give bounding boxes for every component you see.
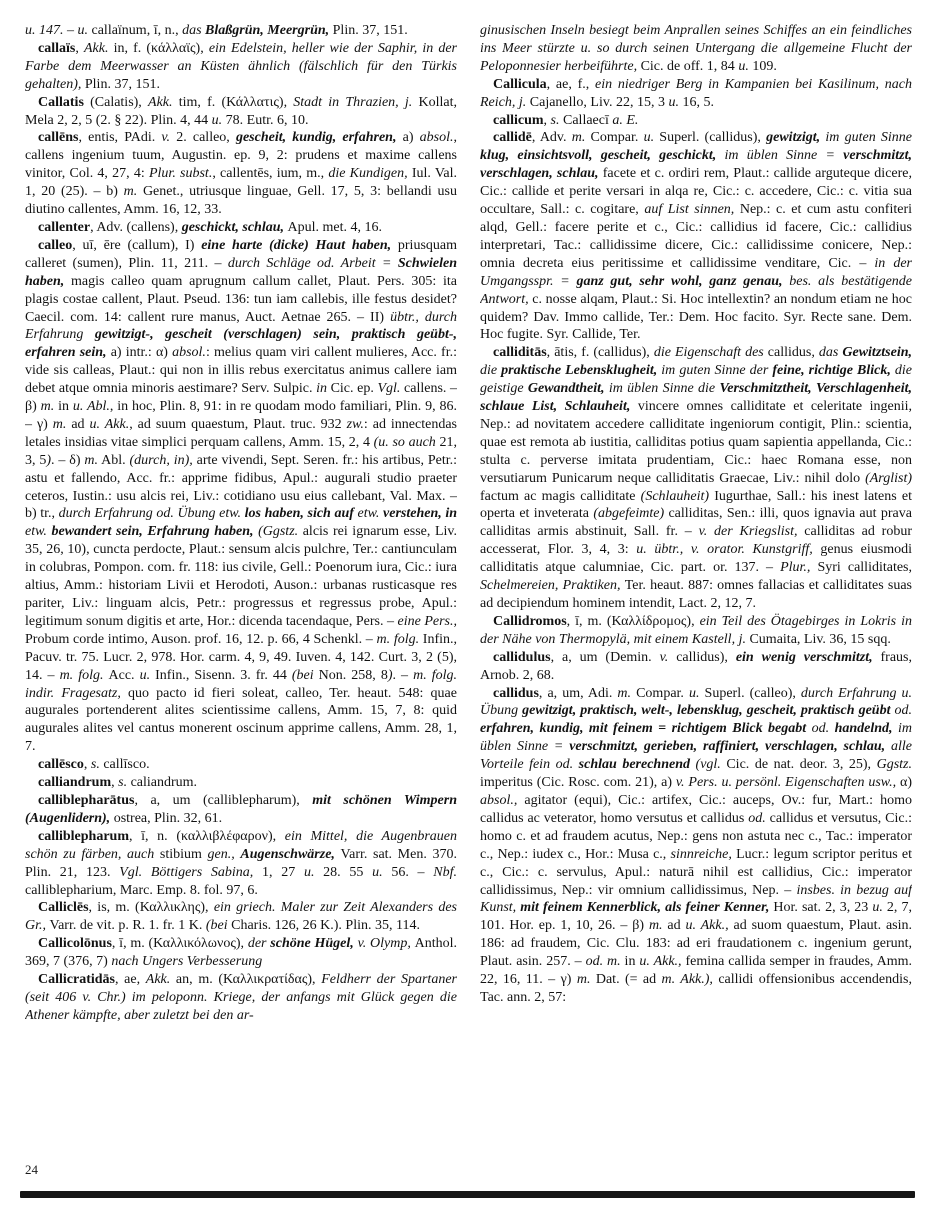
text-segment: (durch, in), <box>129 452 197 468</box>
text-segment: (Arglist) <box>865 470 912 486</box>
text-segment: , in hoc, Plin. 8, 91: in re quodam modo familiari, Plin. 9, 86. – γ) <box>25 399 457 432</box>
text-segment: Plin. 37, 151. <box>332 23 408 38</box>
text-segment: vincere omnes calliditate et celeritate ingenii, Nep.: ad novitatem accedere calliditate ingeniorum contigit, Plin.: scientia, quae est remota ab iustitia, calliditas potius quam sapientia appellanda, Cic.: stulta c. perverse imitata prudentiam, Cic.: haec Romana esse, non versutiarum Punicarum neque calliditatis Graecae, Liv.: nihil dolo <box>480 399 912 486</box>
text-segment: (bei <box>205 918 232 934</box>
text-segment: handelnd, <box>834 721 899 737</box>
text-segment: a) <box>402 130 420 146</box>
text-segment: calliblepharātus <box>38 792 135 808</box>
text-segment: u. <box>688 685 700 701</box>
text-segment: u. <box>139 667 151 683</box>
text-segment: in <box>54 399 73 415</box>
text-segment: ostrea, Plin. 32, 61. <box>113 810 223 826</box>
text-segment: ginusischen Inseln besiegt beim Anprallen seines Schiffes an ein feindliches ins Meer stürzte u. so durch seinen Untergang die allgemeine Flucht der Peloponnesier herbeiführte, <box>480 23 912 74</box>
text-segment: durch Erfahrung od. Übung etw. <box>58 506 245 522</box>
text-segment: der <box>247 936 271 952</box>
text-segment: arte vivendi, Sept. Seren. fr.: his artibus, Petr.: astu et fallendo, Acc. fr.: apprime fidibus, Apul.: augurali studio praeter ceteros, Iustin.: usu alcis rei, Liv.: cotidiano usu eius callebant, Val. Max. – b) tr., <box>25 452 457 522</box>
text-segment: od. <box>894 703 912 719</box>
text-segment: caliandrum. <box>127 775 198 791</box>
text-segment: Genet., utriusque linguae, Gell. 17, 5, 3: bellandi usu diutino callentes, Amm. 16, 12, 33. <box>25 184 457 218</box>
entry-callicles <box>25 899 457 935</box>
text-segment: , <box>83 757 91 773</box>
text-segment: Plur. subst. <box>148 166 213 182</box>
text-segment: 78. Eutr. 6, 10. <box>222 112 309 128</box>
text-segment: Vgl. <box>377 381 401 397</box>
text-segment: Akk. <box>145 972 171 988</box>
text-segment: genus eiusmodi calliditatis atque calumniae, Cic. part. or. 137. – <box>480 542 912 576</box>
text-segment: die geistige <box>480 363 912 397</box>
text-segment: gewitzigt, <box>766 130 826 146</box>
text-segment: Feldherr der Spartaner (seit 406 v. Chr.) im peloponn. Kriege, der anfangs mit Glück gegen die Athener kämpfte, aber zuletzt bei den ar- <box>25 972 457 1023</box>
text-segment: absol. <box>419 130 454 146</box>
text-segment: Varr. sat. Men. 370. Plin. 21, 123. <box>25 846 457 880</box>
text-segment: ganz gut, sehr wohl, ganz genau, <box>576 273 790 289</box>
text-segment: die <box>480 363 502 379</box>
text-segment: , das <box>811 345 843 361</box>
text-segment: m. <box>617 685 632 701</box>
text-segment: m. <box>571 130 586 146</box>
text-segment: calliblepharium, Marc. Emp. 8. fol. 97, 6. <box>25 882 258 898</box>
text-segment: Vgl. Böttigers Sabina, <box>119 864 263 880</box>
text-segment: m. <box>84 452 99 468</box>
text-segment: , ae, f., <box>546 76 596 92</box>
text-segment: callidus <box>767 345 812 361</box>
text-segment: u. <box>872 900 883 916</box>
text-segment: s. <box>550 112 560 128</box>
text-segment: callidi offensionibus accendendis, Tac. ann. 2, 57: <box>480 972 912 1005</box>
text-segment: , ī, m. (Καλλίδρομος), <box>566 613 700 629</box>
text-segment: Callaecī <box>559 112 613 128</box>
text-segment: s. <box>118 775 128 791</box>
text-segment: Cumaita, Liv. 36, 15 sqq. <box>749 631 891 647</box>
text-segment: a) intr.: α) <box>110 345 173 361</box>
text-segment: , entis, PAdi. <box>78 130 162 146</box>
text-segment: Anthol. 369, 7 (376, 7) <box>25 936 457 970</box>
text-segment: callaïnum, ī, n., <box>91 23 183 38</box>
text-segment: , <box>75 40 84 56</box>
text-segment: : melius quam viri callent mulieres, Acc. fr.: vide sis calleas, Plaut.: qui non in illis rebus exercitatus animus callere iam debet atque omnia minoris aestimare? Serv. Sulpic. <box>25 345 457 397</box>
text-segment: Cic. ep. <box>326 381 378 397</box>
text-segment: ad suom quaestum, Plaut. asin. 186: ad fraudem, Cic. Clu. 183: ad eri fraudationem c. ingenium gerunt, Plaut. asin. 257. – <box>480 918 912 970</box>
text-segment: callīsco. <box>99 757 150 773</box>
text-segment: im guten Sinne <box>825 130 912 146</box>
text-segment: imperitus (Cic. Rosc. com. 21), a) <box>480 775 676 791</box>
text-segment: in, f. (κάλλαϊς), <box>108 40 209 56</box>
text-segment: alcis rei ignarum esse, Liv. 35, 26, 10), cuncta perdocte, Plaut.: sensum alcis pulchre, Ter.: cantiunculam in colubras, Pompon. com. fr. 118: ius civile, Gell.: Poenorum iura, Cic.: iura altius, Amm.: historiam Livii et Herodoti, Auson.: urbanas rusticasque res pariter, Liv.: linguam alcis, Petr.: progressus et regressus probe, Apul.: legitimum sonum digitis et arte, Hor.: dicenda tacendaque, Pers. – <box>25 524 457 629</box>
text-segment: quo pacto id fieri soleat, calleo, Ter. heaut. 548: quae augurales portenderent alites scientissime callens, Amm. 15, 7, 8: quid augurales alites vel cantus monerent oscinum apprime callens, Amm. 28, 1, 7. <box>25 685 457 755</box>
text-segment: etw. <box>357 506 384 522</box>
text-segment: übtr., durch Erfahrung <box>25 309 457 343</box>
text-segment: Nep.: c. et cum astu confiteri alqd, Gell.: facere perite et c., Cic.: callidius id facere, Cic.: callidius interpretari, Tac.: callidissime dicere, Cic.: callidissime conicere, Nep.: omnia decreta eius peritissime et callidissime venditare, Cic. – <box>480 202 912 271</box>
text-segment: v. Pers. u. persönl. Eigenschaften usw., <box>675 775 900 791</box>
entry-callicratidas <box>25 971 457 1025</box>
entry-calliditas <box>480 344 912 613</box>
text-segment: u. <box>738 58 749 74</box>
text-segment: Infin., Sisenn. 3. fr. 44 <box>150 667 292 683</box>
entry-callidulus <box>480 649 912 685</box>
text-segment: u. <box>211 112 223 128</box>
text-segment: (bei <box>291 667 319 683</box>
text-segment: Plur., <box>780 560 818 576</box>
text-segment: Callicolōnus <box>38 936 112 952</box>
text-segment: Cic. de nat. deor. 3, 25), <box>726 757 877 773</box>
text-segment: Augenschwärze, <box>240 846 341 862</box>
text-segment: Superl. (callidus), <box>654 130 767 146</box>
text-segment: Callicratidās <box>38 972 115 988</box>
text-segment: an, m. (Καλλικρατίδας), <box>170 972 322 988</box>
text-segment: durch Erfahrung u. Übung <box>480 685 912 719</box>
text-segment: Ter. heaut. 887: omnes fallacias et calliditates suas ad decipiendum hominem intendit, Lact. 2, 12, 7. <box>480 578 912 611</box>
text-segment: u. <box>668 94 679 110</box>
text-segment: m. <box>648 918 663 934</box>
entry-callenter <box>25 219 457 237</box>
text-segment: Cajanello, Liv. 22, 15, 3 <box>529 94 669 110</box>
text-segment: Plin. 37, 151. <box>84 76 160 92</box>
text-segment: erfahren, kundig, mit feinem = richtigem Blick begabt <box>480 721 812 737</box>
text-segment: , Adv. <box>531 130 572 146</box>
text-segment: mit schönen Wimpern (Augenlidern), <box>25 792 457 826</box>
text-segment: die Kundigen, <box>328 166 412 182</box>
text-segment: agitator (equi), Cic.: artifex, Cic.: auceps, Ov.: fur, Mart.: homo callidus ac veterator, homo versutus et callidus <box>480 792 912 826</box>
text-segment: Iul. Val. 1, 20 (25). – b) <box>25 166 457 200</box>
entry-calliblepharum <box>25 828 457 900</box>
text-segment: v. <box>659 649 669 665</box>
left-column <box>25 22 457 1172</box>
text-segment: m. <box>576 972 591 988</box>
text-segment: α) <box>899 775 912 791</box>
text-segment: Blaßgrün, Meergrün, <box>205 23 333 38</box>
text-segment: Probum corde intimo, Auson. prof. 16, 12. p. 66, 4 Schenkl. – <box>25 631 377 647</box>
text-segment: v. der Kriegslist, <box>698 524 805 540</box>
text-segment: Nbf. <box>433 864 457 880</box>
text-segment: v. <box>161 130 171 146</box>
text-segment: im üblen Sinne die <box>608 381 720 397</box>
entry-callidromos <box>480 613 912 649</box>
right-column <box>480 22 912 1172</box>
text-segment: , a, um (Demin. <box>550 649 660 665</box>
text-segment: bes. als bestätigende Antwort, <box>480 273 912 307</box>
text-segment: 28. 55 <box>314 864 373 880</box>
text-segment: ad <box>66 416 90 432</box>
text-segment: Kollat, Mela 2, 2, 5 (2. § 22). Plin. 4, 44 <box>25 94 457 128</box>
text-segment: Verschmitztheit, Verschlagenheit, schlaue List, Schlauheit, <box>480 381 912 415</box>
entry-callatis <box>25 94 457 130</box>
text-segment: ein niedriger Berg in Kampanien bei Kasilinum, nach Reich, j. <box>480 76 912 110</box>
text-segment: in <box>316 381 327 397</box>
text-segment: Ggstz. <box>876 757 912 773</box>
text-segment: schlau berechnend <box>578 757 696 773</box>
text-segment: callidus <box>493 685 539 701</box>
text-segment: bewandert sein, Erfahrung haben, <box>51 524 259 540</box>
text-segment: . – δ) <box>51 452 85 468</box>
text-segment: calliblepharum <box>38 828 130 844</box>
text-segment: ein Teil des Ötagebirges in Lokris in der Nähe von Thermopylä, mit einem Kastell, j. <box>480 613 912 647</box>
text-segment: absol. <box>172 345 206 361</box>
text-segment: Abl. <box>98 452 130 468</box>
text-segment: das <box>182 23 206 38</box>
text-segment: u. 147. – u. <box>25 23 92 38</box>
text-segment: ein Mittel, die Augenbrauen schön zu färben, auch <box>25 828 457 862</box>
text-segment: Apul. met. 4, 16. <box>287 219 382 235</box>
text-segment: od. m. <box>585 954 621 970</box>
text-segment: callenter <box>38 219 91 235</box>
entry-callais <box>25 40 457 94</box>
text-segment: Lucr.: legum scriptor peritus et c., Cic.: c. servulus, Apul.: naturā nihil est callidius, Cic.: imperator callidissimus, Nep.: vir omnium callidissimus, Nep. – <box>480 846 912 898</box>
text-segment: Gewandtheit, <box>527 381 609 397</box>
text-segment: Non. 258, 8 <box>318 667 388 683</box>
text-segment: Varr. de vit. p. R. 1. fr. 1 K. <box>49 918 206 934</box>
text-segment: verschmitzt, gerieben, raffiniert, verschlagen, schlau, <box>569 739 892 755</box>
text-segment: im üblen Sinne = <box>724 148 844 164</box>
entry-callicum <box>480 112 912 130</box>
text-segment: verstehen, in <box>383 506 457 522</box>
text-segment: tim, f. (Κάλλατις), <box>172 94 294 110</box>
text-segment: callaïs <box>38 40 76 56</box>
text-segment: calliandrum <box>38 775 112 791</box>
text-segment: Schwielen haben, <box>25 255 457 289</box>
text-segment: calliditas, Sen.: illi, quos ignavia aut prava calliditas armis abstinuit, Sall. fr. – <box>480 506 912 540</box>
text-segment: Syri calliditates, <box>817 560 912 576</box>
text-segment: 1, 27 <box>262 864 304 880</box>
entry-calliblepharatus <box>25 792 457 828</box>
text-segment: u. <box>643 130 655 146</box>
text-segment: insbes. in bezug auf Kunst, <box>480 882 912 916</box>
text-segment: (Ggstz. <box>258 524 303 540</box>
text-segment: , ī, m. (Καλλικόλωνος), <box>111 936 248 952</box>
text-segment: u. Akk., <box>685 918 734 934</box>
text-segment: s. <box>90 757 100 773</box>
text-segment: feine, richtige Blick, <box>772 363 895 379</box>
text-segment: , ātis, f. (callidus), <box>546 345 654 361</box>
text-segment: Compar. <box>631 685 689 701</box>
text-segment: m. <box>123 184 138 200</box>
text-segment: nach Ungers Verbesserung <box>111 954 263 970</box>
text-segment: Schelmereien, Praktiken, <box>480 578 625 594</box>
text-segment: m. <box>40 399 55 415</box>
text-segment: fraus, Arnob. 2, 68. <box>480 649 912 683</box>
entry-callens <box>25 129 457 219</box>
entry-calliandrum <box>25 774 457 792</box>
entry-callicratidas-continuation <box>480 22 912 76</box>
text-segment: , ad suum quaestum, Plaut. truc. 932 <box>129 416 347 432</box>
text-segment: zw. <box>346 416 364 432</box>
text-segment: ein griech. Maler zur Zeit Alexanders des Gr., <box>25 900 457 934</box>
text-segment: Cic. de off. 1, 84 <box>640 58 739 74</box>
text-segment: stibium <box>159 846 208 862</box>
text-segment: gewitzigt, praktisch, welt-, lebensklug, gescheit, praktisch geübt <box>522 703 895 719</box>
text-segment: , uī, ēre (callum), I) <box>72 237 202 253</box>
text-segment: , a, um, Adi. <box>538 685 618 701</box>
text-segment: u. <box>372 864 383 880</box>
text-segment: : ad innectendas letales insidias vitae simplici perquam callens, Amm. 15, 2, 4 <box>25 416 457 450</box>
text-segment: m. Akk.), <box>661 972 719 988</box>
text-segment: ) <box>387 667 393 683</box>
text-segment: (Calatis), <box>83 94 149 110</box>
text-segment: durch Schläge od. Arbeit = <box>227 255 398 271</box>
text-segment: u. übtr., v. orator. Kunstgriff, <box>636 542 821 558</box>
text-segment: m. folg. indir. Fragesatz, <box>25 667 457 701</box>
text-segment: , <box>111 775 119 791</box>
text-segment: od. <box>748 810 770 826</box>
text-segment: gewitzigt-, gescheit (verschlagen) sein, praktisch geübt-, erfahren sein, <box>25 327 457 361</box>
text-segment: u. Akk. <box>89 416 130 432</box>
text-segment: , is, m. (Καλλικλης), <box>88 900 214 916</box>
text-segment: calliditās <box>493 345 547 361</box>
text-segment: praktische Lebensklugheit, <box>501 363 662 379</box>
text-segment: Stadt in Thrazien, j. <box>293 94 419 110</box>
text-segment: 2, 7, 101. Hor. ep. 1, 10, 26. – β) <box>480 900 912 934</box>
text-segment: m. folg. <box>376 631 423 647</box>
text-columns <box>25 22 913 1172</box>
text-segment: eine Pers., <box>397 613 457 629</box>
text-segment: u. Akk., <box>639 954 686 970</box>
text-segment: etw. <box>25 524 52 540</box>
text-segment: 109. <box>748 58 777 74</box>
text-segment: magis calleo quam aprugnum callum callet, Plaut. Pers. 305: ita plagis costae callent, Plaut. Pseud. 136: tun iam callebis, ille festus desidet? Caecil. com. 14: callent rure manus, Auct. Aetnae 265. – II) <box>25 273 457 325</box>
text-segment: gen., <box>207 846 241 862</box>
text-segment: , Adv. (callens), <box>90 219 182 235</box>
text-segment: v. Olymp, <box>357 936 415 952</box>
text-segment: (abgefeimte) <box>593 506 665 522</box>
text-segment: a. E. <box>612 112 639 128</box>
text-segment: Dat. (= ad <box>590 972 662 988</box>
text-segment: callidē <box>493 130 532 146</box>
text-segment: priusquam calleret (sumen), Plin. 11, 211. – <box>25 237 457 271</box>
text-segment: , a, um (calliblepharum), <box>134 792 313 808</box>
text-segment: 2. calleo, <box>170 130 236 146</box>
bottom-scan-bar <box>20 1191 915 1198</box>
text-segment: die Eigenschaft des <box>653 345 768 361</box>
text-segment: Callidromos <box>493 613 567 629</box>
text-segment: in der Umgangsspr. = <box>480 255 912 289</box>
text-segment: Compar. <box>585 130 644 146</box>
text-segment: callēns <box>38 130 79 146</box>
page-number: 24 <box>25 1162 38 1177</box>
entry-callidus <box>480 685 912 1007</box>
text-segment: callens. – β) <box>25 381 457 415</box>
text-segment: geschickt, schlau, <box>181 219 288 235</box>
text-segment: femina callida semper in fraudes, Amm. 22, 16, 11. – γ) <box>480 954 912 988</box>
text-segment: schöne Hügel, <box>270 936 358 952</box>
text-segment: Superl. (calleo), <box>699 685 801 701</box>
text-segment: u. <box>303 864 315 880</box>
text-segment: im üblen Sinne = <box>480 721 912 755</box>
text-segment: sinnreiche, <box>670 846 737 862</box>
text-segment: Hor. sat. 2, 3, 23 <box>773 900 873 916</box>
text-segment: im guten Sinne der <box>661 363 773 379</box>
text-segment: gescheit, kundig, erfahren, <box>235 130 403 146</box>
text-segment: callidus et versutus, Cic.: homo c. et ad fraudem acutus, Nep.: gens non astuta nec c., Tac.: imperator c., Nep.: iudex c., Hor.: Musa c., <box>480 810 912 862</box>
entry-callide <box>480 129 912 344</box>
text-segment: klug, einsichtsvoll, gescheit, geschickt, <box>480 148 725 164</box>
entry-callainum-continuation <box>25 22 457 40</box>
text-segment: (Schlauheit) <box>640 488 710 504</box>
text-segment: in <box>620 954 640 970</box>
text-segment: (vgl. <box>695 757 727 773</box>
text-segment: verschmitzt, verschlagen, schlau, <box>480 148 912 182</box>
text-segment: Infin., Pacuv. tr. 75. Lucr. 2, 978. Hor. carm. 4, 9, 49. Iuven. 4, 142. Curt. 3, 2 (5), 14. – <box>25 631 457 683</box>
entry-callicula <box>480 76 912 112</box>
text-segment: 16, 5. <box>678 94 714 110</box>
text-segment: callidus), <box>668 649 736 665</box>
text-segment: Akk. <box>148 94 173 110</box>
text-segment: Akk. <box>83 40 109 56</box>
text-segment: m. folg. <box>59 667 109 683</box>
text-segment: Iugurthae, Sall.: his inest latens et operta et inveterata <box>480 488 912 522</box>
entry-callesco <box>25 756 457 774</box>
text-segment: , callens ingenium tuum, Augustin. ep. 9, 2: prudens et maxime callens vinitor, Col. 4, 27, 4: <box>25 130 457 182</box>
text-segment: m. <box>52 416 67 432</box>
text-segment: , ī, n. (καλλιβλέφαρον), <box>129 828 285 844</box>
text-segment: calleo <box>38 237 73 253</box>
text-segment: Callatis <box>38 94 84 110</box>
text-segment: (u. so auch <box>373 434 440 450</box>
text-segment: , callentēs, ium, m., <box>212 166 329 182</box>
text-segment: Calliclēs <box>38 900 89 916</box>
text-segment: 21, 3, 5 <box>25 434 457 468</box>
text-segment: ) <box>46 452 52 468</box>
text-segment: Callicula <box>493 76 547 92</box>
text-segment: ein Edelstein, heller wie der Saphir, in der Farbe dem Meerwasser an Küsten ähnlich (fälschlich für den Türkis gehalten), <box>25 40 457 92</box>
text-segment: Charis. 126, 26 K.). Plin. 35, 114. <box>231 918 420 934</box>
text-segment: od. <box>811 721 835 737</box>
text-segment: alle Vorteile fein od. <box>480 739 912 773</box>
text-segment: u. Abl. <box>72 399 110 415</box>
entry-calleo <box>25 237 457 756</box>
text-segment: facete et c. ordiri rem, Plaut.: callide arguteque dicere, Cic.: callide et perite versari in alqa re, Cic.: c. accedere, Cic.: c. vitia sua occultare, Sall.: c. cogitare, <box>480 166 912 218</box>
text-segment: ad <box>662 918 686 934</box>
text-segment: 56. – <box>382 864 434 880</box>
text-segment: calliditas ad robur accesserat, Flor. 3, 4, 3: <box>480 524 912 558</box>
text-segment: absol., <box>480 792 525 808</box>
text-segment: Gewitztsein, <box>842 345 912 361</box>
text-segment: callidulus <box>493 649 551 665</box>
text-segment: c. nosse alqam, Plaut.: Si. Hoc intellextin? an nondum etiam ne hoc quidem? Dav. Immo callide, Ter.: Dem. Hoc facito. Syr. Recte sane. Dem. Hoc fugite. Syr. Callide, Ter. <box>480 291 912 343</box>
text-segment: eine harte (dicke) Haut haben, <box>201 237 398 253</box>
text-segment: callēsco <box>38 757 84 773</box>
text-segment: ein wenig verschmitzt, <box>735 649 881 665</box>
text-segment: , ae, <box>115 972 146 988</box>
text-segment: factum ac magis calliditate <box>480 488 641 504</box>
entry-callicolonus <box>25 935 457 971</box>
text-segment: Acc. <box>108 667 140 683</box>
text-segment: los haben, sich auf <box>244 506 358 522</box>
text-segment: callicum <box>493 112 544 128</box>
text-segment: . – <box>392 667 414 683</box>
text-segment: , <box>543 112 551 128</box>
text-segment: auf List sinnen, <box>644 202 740 218</box>
text-segment: mit feinem Kennerblick, als feiner Kenner, <box>520 900 774 916</box>
